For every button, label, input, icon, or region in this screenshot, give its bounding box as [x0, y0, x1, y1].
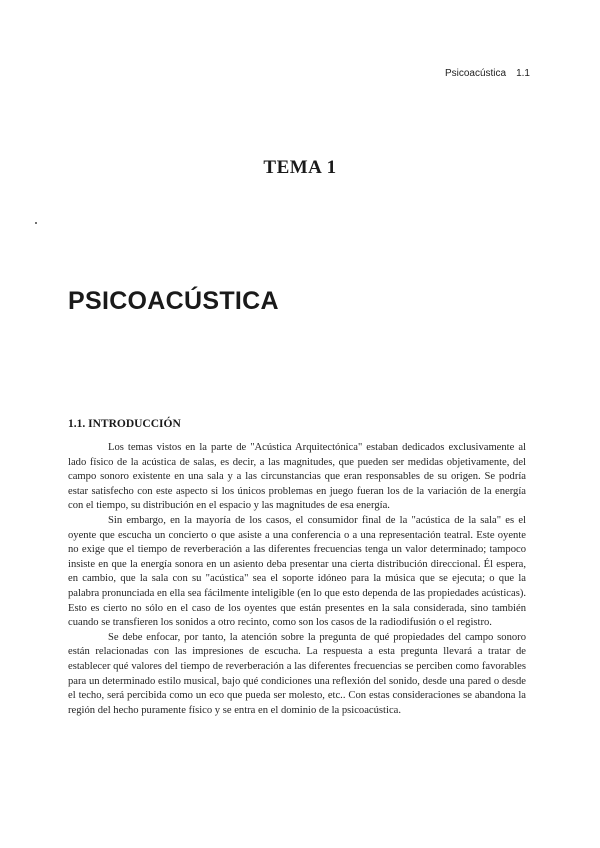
- page-title: PSICOACÚSTICA: [68, 287, 279, 315]
- chapter-label: TEMA 1: [263, 157, 337, 178]
- scan-speck: [35, 222, 37, 224]
- running-head-title: Psicoacústica: [444, 68, 507, 79]
- paragraph: Sin embargo, en la mayoría de los casos, el consumidor final de la "acústica de la sala" es el oyente que escucha un concierto o que asiste a una conferencia o a una representación teatral. Este oyente no exige que el tiempo de reverberación a las diferentes frecuencias tenga un valor determinado; tampoco insiste en que la energía sonora en un asiento deba presentar una cierta distribución direccional. Él espera, en cambio, que la sala con su "acústica" sea el soporte idóneo para la música que se ejecuta; o que la palabra pronunciada en ella sea fácilmente inteligible (en lo que esto dependa de las propiedades acústicas). Esto es cierto no sólo en el caso de los oyentes que están presentes en la sala considerada, sino también cuando se transfieren los sonidos a otro recinto, como son los casos de la radiodifusión o el registro.: [68, 514, 526, 629]
- paragraph: Se debe enfocar, por tanto, la atención sobre la pregunta de qué propiedades del campo sonoro están relacionadas con las impresiones de escucha. La respuesta a esta pregunta llevará a tratar de establecer qué valores del tiempo de reverberación a las diferentes frecuencias se perciben como favorables para un determinado estilo musical, bajo qué condiciones una reflexión del sonido, desde una pared o desde el techo, será percibida como un eco que pueda ser molesto, etc.. Con estas consideraciones se abandona la región del hecho puramente físico y se entra en el dominio de la psicoacústica.: [68, 631, 526, 716]
- page-number: 1.1: [516, 68, 530, 79]
- running-head: [445, 68, 530, 79]
- body-text: [68, 441, 526, 718]
- paragraph: Los temas vistos en la parte de "Acústica Arquitectónica" estaban dedicados exclusivamente al lado físico de la acústica de salas, es decir, a las magnitudes, que pueden ser medidas objetivamente, del campo sonoro existente en una sala y a las circunstancias que eran responsables de su origen. Se podría estar satisfecho con este aspecto si los únicos problemas en juego fueran los de la variación de la energía con el tiempo, su distribución en el espacio y las magnitudes de esa energía.: [68, 442, 526, 512]
- section-heading: 1.1. INTRODUCCIÓN: [68, 418, 181, 430]
